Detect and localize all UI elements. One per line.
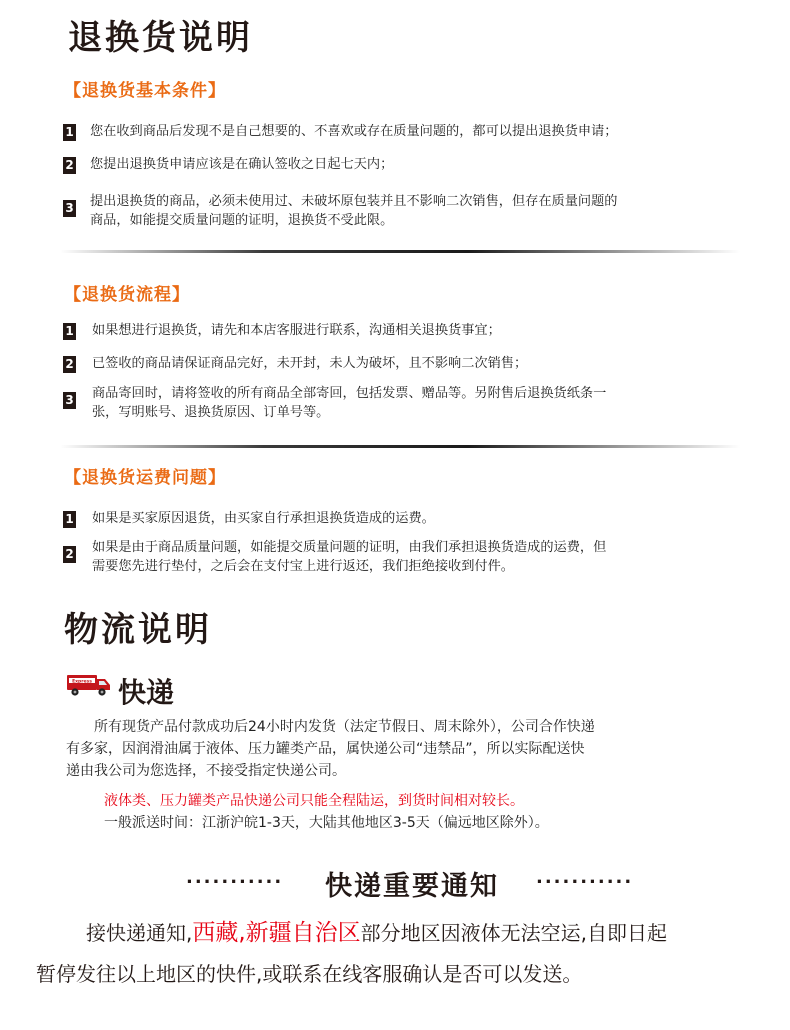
notice-line-2: 暂停发往以上地区的快件,或联系在线客服确认是否可以发送。: [36, 962, 583, 986]
process-item-3: [92, 384, 742, 422]
shipping-item-2-line-1: 如果是由于商品质量问题，如能提交质量问题的证明，由我们承担退换货造成的运费，但: [92, 540, 607, 555]
truck-icon: [66, 672, 112, 698]
item-number: 1: [63, 124, 76, 141]
item-number: 2: [63, 546, 76, 563]
condition-item-3-line-1: 提出退换货的商品，必须未使用过、未破坏原包装并且不影响二次销售，但存在质量问题的: [90, 194, 618, 209]
express-paragraph-line-1: 所有现货产品付款成功后24小时内发货（法定节假日、周末除外），公司合作快递: [94, 719, 595, 735]
delivery-time: 一般派送时间：江浙沪皖1-3天，大陆其他地区3-5天（偏远地区除外）。: [104, 815, 549, 831]
express-paragraph: [66, 716, 595, 782]
express-heading: 快递: [118, 676, 175, 709]
item-number: 3: [63, 392, 76, 409]
truck-label: Express: [72, 679, 92, 685]
shipping-item-2-line-2: 需要您先进行垫付，之后会在支付宝上进行返还，我们拒绝接收到付件。: [92, 559, 514, 574]
section-divider: [60, 445, 740, 448]
condition-item-2: [90, 155, 740, 174]
notice-line-1-prefix: 接快递通知,: [86, 921, 193, 945]
item-number: 1: [63, 323, 76, 340]
condition-item-2-line-1: 您提出退换货申请应该是在确认签收之日起七天内；: [90, 157, 394, 172]
notice-dots-left: ...........: [186, 867, 284, 888]
page-title: 退换货说明: [68, 18, 253, 58]
section-heading-process: 【退换货流程】: [64, 285, 190, 305]
item-number: 2: [63, 356, 76, 373]
section-heading-basic-conditions: 【退换货基本条件】: [64, 81, 226, 101]
item-number: 1: [63, 511, 76, 528]
section-divider: [60, 250, 740, 253]
process-item-2-line-1: 已签收的商品请保证商品完好，未开封，未人为破坏，且不影响二次销售；: [92, 356, 528, 371]
item-number: 3: [63, 200, 76, 217]
section-heading-shipping-cost: 【退换货运费问题】: [64, 468, 226, 488]
item-number: 2: [63, 157, 76, 174]
notice-line-1: [86, 914, 667, 947]
logistics-title: 物流说明: [64, 610, 212, 650]
process-item-1: [92, 321, 742, 340]
condition-item-3-line-2: 商品，如能提交质量问题的证明，退换货不受此限。: [90, 213, 394, 228]
process-item-3-line-1: 商品寄回时，请将签收的所有商品全部寄回，包括发票、赠品等。另附售后退换货纸条一: [92, 386, 607, 401]
notice-title: 快递重要通知: [325, 871, 499, 902]
notice-highlight-regions: 西藏,新疆自治区: [192, 920, 361, 946]
shipping-item-1-line-1: 如果是买家原因退货，由买家自行承担退换货造成的运费。: [92, 511, 435, 526]
process-item-1-line-1: 如果想进行退换货，请先和本店客服进行联系，沟通相关退换货事宜；: [92, 323, 501, 338]
red-notice: 液体类、压力罐类产品快递公司只能全程陆运，到货时间相对较长。: [104, 793, 524, 809]
notice-line-1-suffix: 部分地区因液体无法空运,自即日起: [360, 921, 668, 945]
condition-item-1: [90, 122, 740, 141]
express-paragraph-line-3: 递由我公司为您选择，不接受指定快递公司。: [66, 763, 346, 779]
shipping-item-2: [92, 538, 742, 576]
express-paragraph-line-2: 有多家，因润滑油属于液体、压力罐类产品，属快递公司“违禁品”，所以实际配送快: [66, 741, 585, 757]
condition-item-3: [90, 192, 740, 230]
notice-dots-right: ...........: [536, 867, 634, 888]
condition-item-1-line-1: 您在收到商品后发现不是自己想要的、不喜欢或存在质量问题的，都可以提出退换货申请；: [90, 124, 618, 139]
shipping-item-1: [92, 509, 742, 528]
process-item-2: [92, 354, 742, 373]
process-item-3-line-2: 张，写明账号、退换货原因、订单号等。: [92, 405, 330, 420]
